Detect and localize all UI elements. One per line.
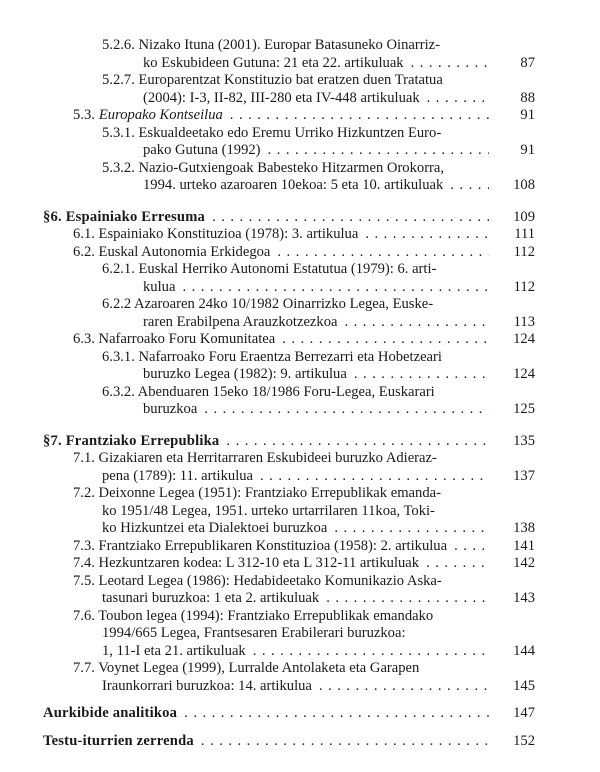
toc-line: 6.3. Nafarroako Foru Komunitatea <box>73 331 276 347</box>
toc-entry-6-3 <box>43 331 535 349</box>
dot-leader <box>326 590 489 608</box>
page-number: 91 <box>520 142 535 158</box>
dot-leader <box>226 433 489 451</box>
page-number: 152 <box>513 732 535 749</box>
toc-line: 6.2.1. Euskal Herriko Autonomi Estatutua (1979): 6. arti- <box>102 261 437 277</box>
page-number: 87 <box>520 54 535 71</box>
dot-leader <box>454 538 489 556</box>
page-number: 125 <box>513 401 535 417</box>
toc-line: 6.2.2 Azaroaren 24ko 10/1982 Oinarrizko Legea, Euske- <box>102 296 434 312</box>
toc-entry-title-italic: Europako Kontseilua <box>98 107 223 123</box>
toc-entry-5-2-6 <box>43 37 535 72</box>
page-number: 88 <box>520 89 535 106</box>
toc-entry-7-7 <box>43 660 535 695</box>
page-number: 112 <box>513 278 535 295</box>
toc-line: 5.2.6. Nizako Ituna (2001). Europar Batasuneko Oinarriz- <box>102 37 440 53</box>
page-number: 109 <box>513 208 535 225</box>
toc-line: tasunari buruzkoa: 1 eta 2. artikuluak <box>102 590 320 606</box>
toc-entry-6-2 <box>43 244 535 262</box>
toc-entry-section-6 <box>43 209 535 227</box>
dot-leader <box>344 314 489 332</box>
dot-leader <box>426 555 489 573</box>
toc-line: (2004): I-3, II-82, III-280 eta IV-448 artikuluak <box>143 89 420 106</box>
toc-line: kulua <box>143 278 176 295</box>
toc-line: raren Erabilpena Arauzkotzezkoa <box>143 313 338 330</box>
dot-leader <box>282 331 489 349</box>
page-number: 137 <box>513 467 535 484</box>
toc-entry-7-6 <box>43 608 535 661</box>
toc-line: 5.2.7. Europarentzat Konstituzio bat eratzen duen Tratatua <box>102 72 443 88</box>
dot-leader <box>427 90 489 108</box>
toc-entry-7-3 <box>43 538 535 556</box>
toc-line: 7.5. Leotard Legea (1986): Hedabideetako Komunikazio Aska- <box>73 572 442 589</box>
toc-entry-6-1 <box>43 226 535 244</box>
toc-line: 6.1. Espainiako Konstituzioa (1978): 3. artikulua <box>73 226 359 242</box>
page-number: 124 <box>513 331 535 347</box>
toc-entry-6-3-1 <box>43 349 535 384</box>
dot-leader <box>253 643 489 661</box>
toc-entry-7-1 <box>43 450 535 485</box>
page-number: 143 <box>513 590 535 606</box>
toc-line: 7.7. Voynet Legea (1999), Lurralde Antolaketa eta Garapen <box>73 660 420 676</box>
page-number: 113 <box>513 313 535 330</box>
dot-leader <box>411 55 489 73</box>
toc-line: Iraunkorrari buruzkoa: 14. artikulua <box>102 677 312 694</box>
toc-entry-5-2-7 <box>43 72 535 107</box>
toc-line: 7.1. Gizakiaren eta Herritarraren Eskubideei buruzko Adieraz- <box>73 450 437 466</box>
toc-line: buruzko Legea (1982): 9. artikulua <box>143 366 347 382</box>
dot-leader <box>450 177 489 195</box>
dot-leader <box>268 142 489 160</box>
toc-line: ko 1951/48 Legea, 1951. urteko urtarrilaren 11koa, Toki- <box>102 502 435 519</box>
dot-leader <box>201 733 489 751</box>
toc-line: 1994. urteko azaroaren 10ekoa: 5 eta 10. artikuluak <box>143 177 444 193</box>
page-number: 144 <box>513 642 535 659</box>
toc-entry-7-5 <box>43 573 535 608</box>
toc-backmatter-title: Testu-iturrien zerrenda <box>43 732 194 749</box>
toc-entry-5-3-1 <box>43 125 535 160</box>
dot-leader <box>354 366 489 384</box>
dot-leader <box>204 401 489 419</box>
toc-entry-7-2 <box>43 485 535 538</box>
page-number: 142 <box>513 555 535 571</box>
toc-line: 6.2. Euskal Autonomia Erkidegoa <box>73 243 271 260</box>
dot-leader <box>212 209 489 227</box>
page-number: 108 <box>513 177 535 193</box>
toc-entry-6-3-2 <box>43 384 535 419</box>
toc-entry-6-2-1 <box>43 261 535 296</box>
toc-entry-5-3-2 <box>43 160 535 195</box>
toc-line: 5.3.1. Eskualdeetako edo Eremu Urriko Hizkuntzen Euro- <box>102 124 442 141</box>
page-number: 138 <box>513 520 535 536</box>
toc-line: 6.3.2. Abenduaren 15eko 18/1986 Foru-Legea, Euskarari <box>102 383 435 400</box>
toc-entry-6-2-2 <box>43 296 535 331</box>
toc-entry-7-4 <box>43 555 535 573</box>
dot-leader <box>334 520 489 538</box>
page-number: 141 <box>513 537 535 554</box>
toc-backmatter-title: Aurkibide analitikoa <box>43 705 178 721</box>
toc-line: 7.6. Toubon legea (1994): Frantziako Errepublikak emandako <box>73 607 434 624</box>
page-number: 91 <box>520 107 535 123</box>
toc-line: ko Eskubideen Gutuna: 21 eta 22. artikuluak <box>143 54 404 71</box>
toc-entry-number: 5.3. <box>73 107 95 123</box>
dot-leader <box>365 226 489 244</box>
toc-line: pako Gutuna (1992) <box>143 142 261 158</box>
toc-line: 6.3.1. Nafarroako Foru Eraentza Berrezarri eta Hobetzeari <box>102 348 442 365</box>
toc-line: 7.2. Deixonne Legea (1951): Frantziako Errepublikak emanda- <box>73 485 441 501</box>
dot-leader <box>230 107 489 125</box>
page-number: 147 <box>513 705 535 721</box>
dot-leader <box>184 705 489 723</box>
toc-line: pena (1789): 11. artikulua <box>102 467 254 484</box>
page-number: 145 <box>513 677 535 694</box>
toc-entry-section-7 <box>43 433 535 451</box>
toc-line: 7.4. Hezkuntzaren kodea: L 312-10 eta L 312-11 artikuluak <box>73 555 420 571</box>
dot-leader <box>182 279 489 297</box>
toc-entry-aurkibide-analitikoa <box>43 705 535 723</box>
dot-leader <box>277 244 489 262</box>
toc-line: buruzkoa <box>143 401 198 417</box>
toc-section-title: §7. Frantziako Errepublika <box>43 432 220 449</box>
toc-line: 1, 11-I eta 21. artikuluak <box>102 642 246 659</box>
toc-line: 7.3. Frantziako Errepublikaren Konstituzioa (1958): 2. artikulua <box>73 537 448 554</box>
page-number: 111 <box>514 226 535 242</box>
toc-section-title: §6. Espainiako Erresuma <box>43 208 206 225</box>
toc-line: ko Hizkuntzei eta Dialektoei buruzkoa <box>102 520 328 536</box>
page-number: 124 <box>513 366 535 382</box>
toc-line: 5.3.2. Nazio-Gutxiengoak Babesteko Hitzarmen Orokorra, <box>102 159 445 176</box>
dot-leader <box>319 678 489 696</box>
toc-entry-testu-iturrien-zerrenda <box>43 733 535 751</box>
toc-line: 1994/665 Legea, Frantsesaren Erabilerari buruzkoa: <box>102 625 406 641</box>
dot-leader <box>260 468 489 486</box>
toc-entry-5-3 <box>43 107 535 125</box>
page-number: 112 <box>513 243 535 260</box>
page-number: 135 <box>513 432 535 449</box>
